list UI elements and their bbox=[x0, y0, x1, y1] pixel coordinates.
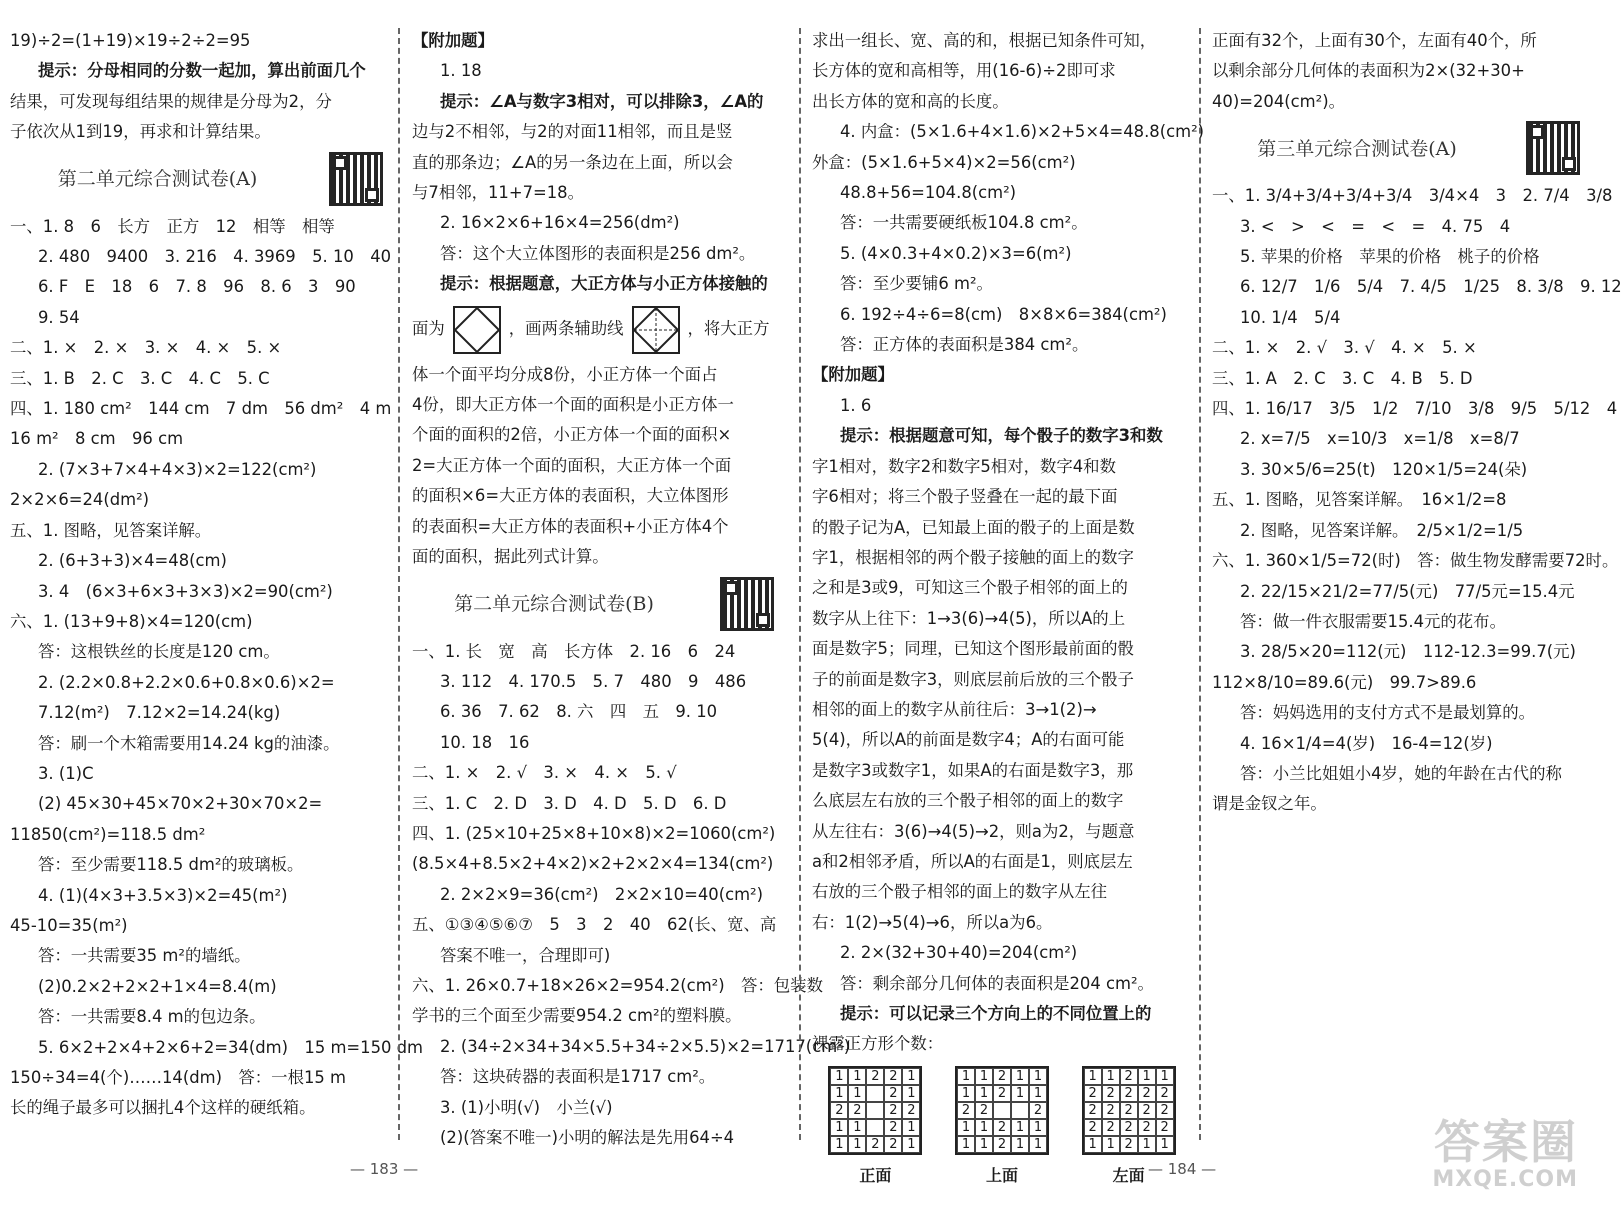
grid-cell bbox=[1011, 1102, 1029, 1119]
answer-line: 右放的三个骰子相邻的面上的数字从左往 bbox=[812, 882, 1108, 902]
answer-line: (2) 45×30+45×70×2+30×70×2= bbox=[38, 794, 323, 814]
grid-cell: 1 bbox=[1011, 1119, 1029, 1136]
answer-line: 三、1. C 2. D 3. D 4. D 5. D 6. D bbox=[412, 793, 727, 813]
grid-cell: 2 bbox=[1029, 1102, 1047, 1119]
answer-line: 40)=204(cm²)。 bbox=[1212, 91, 1345, 111]
answer-line: 1. 18 bbox=[440, 61, 482, 81]
grid-cell: 2 bbox=[1156, 1085, 1174, 1102]
grid-cell: 1 bbox=[1156, 1136, 1174, 1153]
answer-line: 2. 16×2×6+16×4=256(dm²) bbox=[440, 213, 680, 233]
page-number-left: — 183 — bbox=[350, 1160, 419, 1178]
answer-line: 112×8/10=89.6(元) 99.7>89.6 bbox=[1212, 672, 1477, 692]
answer-line: 3. 30×5/6=25(t) 120×1/5=24(朵) bbox=[1240, 459, 1528, 479]
answer-line: 2. (6+3+3)×4=48(cm) bbox=[38, 551, 227, 571]
answer-line: 字1相对，数字2和数字5相对，数字4和数 bbox=[812, 456, 1116, 476]
answer-line: 五、①③④⑤⑥⑦ 5 3 2 40 62(长、宽、高 bbox=[412, 915, 777, 935]
answer-line: 2. (7×3+7×4+4×3)×2=122(cm²) bbox=[38, 459, 317, 479]
answer-line: 提示：分母相同的分数一起加，算出前面几个 bbox=[38, 61, 366, 81]
answer-lines-8 bbox=[1212, 181, 1622, 820]
answer-line: 出长方体的宽和高的长度。 bbox=[812, 91, 1009, 111]
answer-line: 右：1(2)→5(4)→6，所以a为6。 bbox=[812, 912, 1053, 932]
grid-cell: 1 bbox=[975, 1085, 993, 1102]
grid-cell bbox=[866, 1102, 884, 1119]
answer-line: (8.5×4+8.5×2+4×2)×2+2×2×4=134(cm²) bbox=[412, 854, 774, 874]
section-title: 第三单元综合测试卷(A) bbox=[1257, 138, 1457, 161]
answer-line: 一、1. 长 宽 高 长方体 2. 16 6 24 bbox=[412, 641, 736, 661]
answer-line: 答：小兰比姐姐小4岁，她的年龄在古代的称 bbox=[1240, 763, 1562, 783]
answer-line: 体一个面平均分成8份，小正方体一个面占 bbox=[412, 364, 718, 384]
answer-line: 答：这块砖器的表面积是1717 cm²。 bbox=[440, 1067, 716, 1087]
grid-cell: 1 bbox=[975, 1119, 993, 1136]
answer-line: 10. 1/4 5/4 bbox=[1240, 307, 1341, 327]
section-header-unit3-a bbox=[1212, 117, 1592, 181]
grid-cell: 1 bbox=[830, 1136, 848, 1153]
grid-cell: 1 bbox=[848, 1068, 866, 1085]
answer-line: 从左往右：3(6)→4(5)→2，则a为2，与题意 bbox=[812, 821, 1135, 841]
answer-line: 六、1. (13+9+8)×4=120(cm) bbox=[10, 611, 253, 631]
answer-line: 2. 480 9400 3. 216 4. 3969 5. 10 40 bbox=[38, 247, 392, 267]
answer-line: 提示：根据题意，大正方体与小正方体接触的 bbox=[440, 274, 768, 294]
answer-line: 边与2不相邻，与2的对面11相邻，而且是竖 bbox=[412, 122, 733, 142]
answer-line: 2. x=7/5 x=10/3 x=1/8 x=8/7 bbox=[1240, 429, 1520, 449]
answer-line: 答：至少需要118.5 dm²的玻璃板。 bbox=[38, 855, 304, 875]
grid-label: 正面 bbox=[859, 1165, 892, 1185]
grid-cell: 1 bbox=[1029, 1119, 1047, 1136]
section-title: 第二单元综合测试卷(A) bbox=[57, 168, 258, 191]
answer-line: 4. 16×1/4=4(岁) 16-4=12(岁) bbox=[1240, 733, 1493, 753]
grid-cell: 2 bbox=[1156, 1102, 1174, 1119]
qr-code-icon bbox=[1526, 121, 1580, 175]
answer-line: 2. (2.2×0.8+2.2×0.6+0.8×0.6)×2= bbox=[38, 672, 335, 692]
section-header-unit2-b bbox=[412, 573, 786, 637]
grid-cell: 1 bbox=[957, 1136, 975, 1153]
grid-cell: 1 bbox=[1011, 1085, 1029, 1102]
answer-line: 六、1. 360×1/5=72(时) 答：做生物发酵需要72时。 bbox=[1212, 551, 1619, 571]
answer-line: 子依次从1到19，再求和计算结果。 bbox=[10, 122, 271, 142]
answer-line: 提示：可以记录三个方向上的不同位置上的 bbox=[840, 1004, 1152, 1023]
answer-line: 答：刷一个木箱需要用14.24 kg的油漆。 bbox=[38, 733, 340, 753]
answer-line: 9. 54 bbox=[38, 307, 80, 327]
answer-line: 提示：根据题意可知，每个骰子的数字3和数 bbox=[840, 426, 1163, 446]
grid-cell: 2 bbox=[902, 1102, 920, 1119]
answer-line: 2×2×6=24(dm²) bbox=[10, 490, 150, 510]
grid-cell: 1 bbox=[1029, 1085, 1047, 1102]
answer-line: 字6相对；将三个骰子竖叠在一起的最下面 bbox=[812, 487, 1118, 507]
answer-line: 三、1. A 2. C 3. C 4. B 5. D bbox=[1212, 368, 1473, 388]
answer-line: 7.12(m²) 7.12×2=14.24(kg) bbox=[38, 703, 281, 723]
grid-cell: 2 bbox=[1138, 1102, 1156, 1119]
grid-cell: 2 bbox=[884, 1068, 902, 1085]
grid-cell: 2 bbox=[1138, 1085, 1156, 1102]
answer-line: 3. (1)小明(√) 小兰(√) bbox=[440, 1097, 613, 1117]
answer-line: 的骰子记为A，已知最上面的骰子的上面是数 bbox=[812, 517, 1135, 537]
answer-line: 2. 2×(32+30+40)=204(cm²) bbox=[840, 943, 1078, 963]
answer-line: 3. 112 4. 170.5 5. 7 480 9 486 bbox=[440, 671, 747, 691]
answer-line: 10. 18 16 bbox=[440, 732, 530, 752]
figure-row bbox=[412, 300, 786, 360]
answer-line: 48.8+56=104.8(cm²) bbox=[840, 183, 1017, 203]
diamond-square-figure bbox=[453, 306, 501, 354]
grid-cell: 2 bbox=[1120, 1119, 1138, 1136]
qr-code-icon bbox=[329, 152, 383, 206]
grid-cell: 1 bbox=[848, 1119, 866, 1136]
grid-cell: 2 bbox=[1084, 1119, 1102, 1136]
column-divider bbox=[1199, 28, 1201, 1140]
answer-line: 一、1. 8 6 长方 正方 12 相等 相等 bbox=[10, 216, 335, 236]
grid-cell: 1 bbox=[1102, 1068, 1120, 1085]
watermark-logo bbox=[1432, 1117, 1578, 1192]
grid-cell: 1 bbox=[1029, 1136, 1047, 1153]
answer-lines-3 bbox=[412, 26, 786, 300]
grid-cell: 1 bbox=[1029, 1068, 1047, 1085]
answer-line: 与7相邻，11+7=18。 bbox=[412, 183, 584, 203]
answer-lines-6 bbox=[812, 26, 1205, 1060]
grid-cell: 2 bbox=[993, 1136, 1011, 1153]
answer-line: 4. 内盒：(5×1.6+4×1.6)×2+5×4=48.8(cm²) bbox=[840, 122, 1205, 142]
answer-lines-2 bbox=[10, 212, 424, 1124]
grid-cell: 1 bbox=[848, 1085, 866, 1102]
answer-lines-5 bbox=[412, 637, 851, 1154]
answer-line: 2. 2×2×9=36(cm²) 2×2×10=40(cm²) bbox=[440, 884, 764, 904]
grid-cell: 2 bbox=[975, 1102, 993, 1119]
answer-line: 5. (4×0.3+4×0.2)×3=6(m²) bbox=[840, 243, 1072, 263]
answer-lines-4 bbox=[412, 360, 786, 573]
answer-line: 4. (1)(4×3+3.5×3)×2=45(m²) bbox=[38, 885, 288, 905]
grid-cell: 1 bbox=[1156, 1068, 1174, 1085]
answer-line: 答：妈妈选用的支付方式不是最划算的。 bbox=[1240, 703, 1536, 723]
grid-cell: 1 bbox=[830, 1068, 848, 1085]
answer-lines-1 bbox=[10, 26, 395, 148]
answer-line: 2. 22/15×21/2=77/5(元) 77/5元=15.4元 bbox=[1240, 581, 1575, 601]
column-1 bbox=[10, 26, 424, 1144]
grid-cell: 2 bbox=[1120, 1085, 1138, 1102]
watermark-big: 答案圈 bbox=[1434, 1115, 1578, 1169]
answer-line: 【附加题】 bbox=[812, 365, 894, 385]
answer-line: 150÷34=4(个)……14(dm) 答：一根15 m bbox=[10, 1068, 346, 1087]
answer-line: 六、1. 26×0.7+18×26×2=954.2(cm²) 答：包装数 bbox=[412, 975, 823, 995]
answer-line: 五、1. 图略，见答案详解。 bbox=[10, 520, 212, 540]
count-grids bbox=[812, 1066, 1192, 1191]
fig-text-a: 面为 bbox=[412, 319, 445, 339]
answer-line: 答：一共需要35 m²的墙纸。 bbox=[38, 946, 251, 966]
qr-code-icon bbox=[720, 577, 774, 631]
answer-line: 的表面积=大正方体的表面积+小正方体4个 bbox=[412, 516, 729, 536]
grid-cell: 1 bbox=[957, 1119, 975, 1136]
grid-cell: 1 bbox=[848, 1136, 866, 1153]
answer-line: 6. 36 7. 62 8. 六 四 五 9. 10 bbox=[440, 702, 718, 722]
grid-cell: 1 bbox=[902, 1068, 920, 1085]
grid-cell: 1 bbox=[830, 1085, 848, 1102]
fig-text-c: ，将大正方 bbox=[687, 319, 770, 339]
grid-cell: 2 bbox=[884, 1085, 902, 1102]
grid-cell: 2 bbox=[993, 1119, 1011, 1136]
answer-line: 么底层左右放的三个骰子相邻的面上的数字 bbox=[812, 791, 1124, 811]
answer-line: 直的那条边；∠A的另一条边在上面，所以会 bbox=[412, 152, 733, 172]
grid-table bbox=[828, 1066, 922, 1155]
auxiliary-line-square-figure bbox=[632, 306, 680, 354]
answer-line: 面的面积，据此列式计算。 bbox=[412, 547, 609, 567]
grid-cell: 1 bbox=[1011, 1068, 1029, 1085]
answer-line: 2. (34÷2×34+34×5.5+34÷2×5.5)×2=1717(cm²) bbox=[440, 1036, 851, 1056]
grid-cell: 2 bbox=[866, 1068, 884, 1085]
answer-line: 6. F E 18 6 7. 8 96 8. 6 3 90 bbox=[38, 277, 356, 297]
answer-line: 答：一共需要8.4 m的包边条。 bbox=[38, 1007, 266, 1027]
answer-line: 11850(cm²)=118.5 dm² bbox=[10, 824, 206, 844]
answer-line: 5. 6×2+2×4+2×6+2=34(dm) 15 m=150 dm bbox=[38, 1037, 424, 1057]
answer-line: 答案不唯一，合理即可) bbox=[440, 945, 611, 965]
answer-line: 19)÷2=(1+19)×19÷2÷2=95 bbox=[10, 31, 251, 50]
answer-line: 答：一共需要硬纸板104.8 cm²。 bbox=[840, 213, 1088, 233]
answer-line: 以剩余部分几何体的表面积为2×(32+30+ bbox=[1212, 61, 1525, 81]
grid-table bbox=[1082, 1066, 1176, 1155]
answer-line: 一、1. 3/4+3/4+3/4+3/4 3/4×4 3 2. 7/4 3/8 bbox=[1212, 186, 1613, 206]
grid-cell bbox=[866, 1119, 884, 1136]
answer-line: 答：至少要铺6 m²。 bbox=[840, 274, 993, 294]
section-header-unit2-a bbox=[10, 148, 395, 212]
answer-line: 结果，可发现每组结果的规律是分母为2，分 bbox=[10, 91, 332, 111]
answer-line: 6. 192÷4÷6=8(cm) 8×8×6=384(cm²) bbox=[840, 304, 1167, 324]
answer-line: 是数字3或数字1，如果A的右面是数字3，那 bbox=[812, 760, 1134, 780]
answer-line: 二、1. × 2. √ 3. √ 4. × 5. × bbox=[1212, 338, 1477, 358]
grid-cell: 2 bbox=[1102, 1119, 1120, 1136]
answer-line: 答：做一件衣服需要15.4元的花布。 bbox=[1240, 611, 1506, 631]
grid-cell: 1 bbox=[902, 1085, 920, 1102]
answer-line: 二、1. × 2. √ 3. × 4. × 5. √ bbox=[412, 763, 677, 783]
grid-cell: 1 bbox=[957, 1068, 975, 1085]
answer-line: (2)0.2×2+2×2+1×4=8.4(m) bbox=[38, 976, 277, 996]
answer-line: 3. < > < = < = 4. 75 4 bbox=[1240, 216, 1511, 236]
grid-cell: 2 bbox=[830, 1102, 848, 1119]
answer-line: 的面积×6=大正方体的表面积，大立体图形 bbox=[412, 486, 729, 506]
fig-text-b: ，画两条辅助线 bbox=[508, 319, 624, 339]
grid-cell: 2 bbox=[884, 1119, 902, 1136]
answer-line: a和2相邻矛盾，所以A的右面是1，则底层左 bbox=[812, 851, 1133, 871]
answer-line: 四、1. 16/17 3/5 1/2 7/10 3/8 9/5 5/12 4 bbox=[1212, 399, 1618, 419]
answer-line: 3. 28/5×20=112(元) 112-12.3=99.7(元) bbox=[1240, 642, 1576, 662]
grid-cell: 1 bbox=[1102, 1136, 1120, 1153]
answer-line: 学书的三个面至少需要954.2 cm²的塑料膜。 bbox=[412, 1006, 742, 1026]
section-title: 第二单元综合测试卷(B) bbox=[454, 593, 654, 616]
answer-line: 3. (1)C bbox=[38, 763, 94, 783]
grid-cell: 2 bbox=[884, 1102, 902, 1119]
grid-label: 左面 bbox=[1112, 1165, 1145, 1185]
answer-line: 字1，根据相邻的两个骰子接触的面上的数字 bbox=[812, 547, 1134, 567]
column-4 bbox=[1212, 26, 1622, 1144]
count-grid-1 bbox=[828, 1066, 922, 1191]
grid-cell: 2 bbox=[1156, 1119, 1174, 1136]
column-divider bbox=[799, 28, 801, 1140]
grid-cell: 2 bbox=[884, 1136, 902, 1153]
grid-cell: 2 bbox=[1120, 1102, 1138, 1119]
answer-line: 长的绳子最多可以捆扎4个这样的硬纸箱。 bbox=[10, 1098, 316, 1118]
answer-line: 5. 苹果的价格 苹果的价格 桃子的价格 bbox=[1240, 247, 1540, 267]
grid-cell bbox=[866, 1085, 884, 1102]
answer-line: 面是数字5；同理，已知这个图形最前面的骰 bbox=[812, 639, 1134, 659]
answer-line: 16 m² 8 cm 96 cm bbox=[10, 429, 184, 449]
column-divider bbox=[398, 28, 400, 1140]
answer-line: 4份，即大正方体一个面的面积是小正方体一 bbox=[412, 395, 734, 415]
answer-line: 数字从上往下：1→3(6)→4(5)，所以A的上 bbox=[812, 608, 1126, 628]
grid-cell: 2 bbox=[1102, 1085, 1120, 1102]
grid-cell: 1 bbox=[957, 1085, 975, 1102]
answer-line: 三、1. B 2. C 3. C 4. C 5. C bbox=[10, 368, 270, 388]
watermark-small: MXQE.COM bbox=[1432, 1167, 1578, 1192]
answer-line: 答：这根铁丝的长度是120 cm。 bbox=[38, 642, 280, 662]
grid-cell: 1 bbox=[1138, 1136, 1156, 1153]
answer-line: 四、1. 180 cm² 144 cm 7 dm 56 dm² 4 m bbox=[10, 399, 392, 419]
answer-line: 裸露正方形个数： bbox=[812, 1034, 944, 1054]
answer-line: 之和是3或9，可知这三个骰子相邻的面上的 bbox=[812, 578, 1128, 598]
answer-line: 个面的面积的2倍，小正方体一个面的面积× bbox=[412, 425, 732, 445]
grid-cell: 1 bbox=[830, 1119, 848, 1136]
grid-table bbox=[955, 1066, 1049, 1155]
grid-cell: 2 bbox=[1084, 1085, 1102, 1102]
grid-cell: 1 bbox=[975, 1136, 993, 1153]
answer-line: 45-10=35(m²) bbox=[10, 915, 128, 935]
answer-line: 答：正方体的表面积是384 cm²。 bbox=[840, 335, 1089, 355]
answer-line: 1. 6 bbox=[840, 395, 872, 415]
answer-line: 【附加题】 bbox=[412, 31, 494, 50]
grid-cell: 2 bbox=[866, 1136, 884, 1153]
answer-line: 五、1. 图略，见答案详解。 16×1/2=8 bbox=[1212, 490, 1507, 510]
column-2 bbox=[412, 26, 851, 1147]
answer-line: (2)(答案不唯一)小明的解法是先用64÷4 bbox=[440, 1128, 735, 1147]
answer-line: 四、1. (25×10+25×8+10×8)×2=1060(cm²) bbox=[412, 823, 776, 843]
answer-line: 外盒：(5×1.6+5×4)×2=56(cm²) bbox=[812, 152, 1076, 172]
answer-line: 2. 图略，见答案详解。 2/5×1/2=1/5 bbox=[1240, 520, 1524, 540]
grid-cell: 1 bbox=[902, 1136, 920, 1153]
answer-line: 长方体的宽和高相等，用(16-6)÷2即可求 bbox=[812, 61, 1116, 81]
answer-line: 2=大正方体一个面的面积，大正方体一个面 bbox=[412, 455, 732, 475]
grid-cell: 2 bbox=[993, 1085, 1011, 1102]
answer-line: 谓是金钗之年。 bbox=[1212, 794, 1327, 814]
grid-cell: 1 bbox=[1084, 1136, 1102, 1153]
answer-line: 求出一组长、宽、高的和，根据已知条件可知， bbox=[812, 31, 1157, 50]
grid-cell: 2 bbox=[1102, 1102, 1120, 1119]
grid-label: 上面 bbox=[985, 1165, 1018, 1185]
answer-line: 答：剩余部分几何体的表面积是204 cm²。 bbox=[840, 973, 1154, 993]
grid-cell: 2 bbox=[1084, 1102, 1102, 1119]
answer-line: 子的前面是数字3，则底层前后放的三个骰子 bbox=[812, 669, 1134, 689]
grid-cell: 1 bbox=[902, 1119, 920, 1136]
grid-cell: 2 bbox=[848, 1102, 866, 1119]
answer-line: 3. 4 (6×3+6×3+3×3)×2=90(cm²) bbox=[38, 581, 333, 601]
answer-line: 正面有32个，上面有30个，左面有40个，所 bbox=[1212, 31, 1537, 50]
count-grid-2 bbox=[955, 1066, 1049, 1191]
grid-cell: 1 bbox=[975, 1068, 993, 1085]
grid-cell: 1 bbox=[1084, 1068, 1102, 1085]
grid-cell: 2 bbox=[957, 1102, 975, 1119]
answer-line: 相邻的面上的数字从前往后：3→1(2)→ bbox=[812, 699, 1097, 719]
grid-cell: 1 bbox=[1011, 1136, 1029, 1153]
grid-cell: 2 bbox=[993, 1068, 1011, 1085]
grid-cell: 1 bbox=[1138, 1068, 1156, 1085]
answer-lines-7 bbox=[1212, 26, 1592, 117]
answer-line: 提示：∠A与数字3相对，可以排除3，∠A的 bbox=[440, 91, 764, 111]
answer-line: 6. 12/7 1/6 5/4 7. 4/5 1/25 8. 3/8 9. 12 bbox=[1240, 277, 1622, 297]
grid-cell bbox=[993, 1102, 1011, 1119]
answer-line: 5(4)，所以A的前面是数字4；A的右面可能 bbox=[812, 730, 1125, 750]
grid-cell: 2 bbox=[1120, 1068, 1138, 1085]
answer-line: 答：这个大立体图形的表面积是256 dm²。 bbox=[440, 243, 756, 263]
grid-cell: 2 bbox=[1138, 1119, 1156, 1136]
page-number-right: — 184 — bbox=[1148, 1160, 1217, 1178]
answer-line: 二、1. × 2. × 3. × 4. × 5. × bbox=[10, 338, 282, 358]
grid-cell: 2 bbox=[1120, 1136, 1138, 1153]
